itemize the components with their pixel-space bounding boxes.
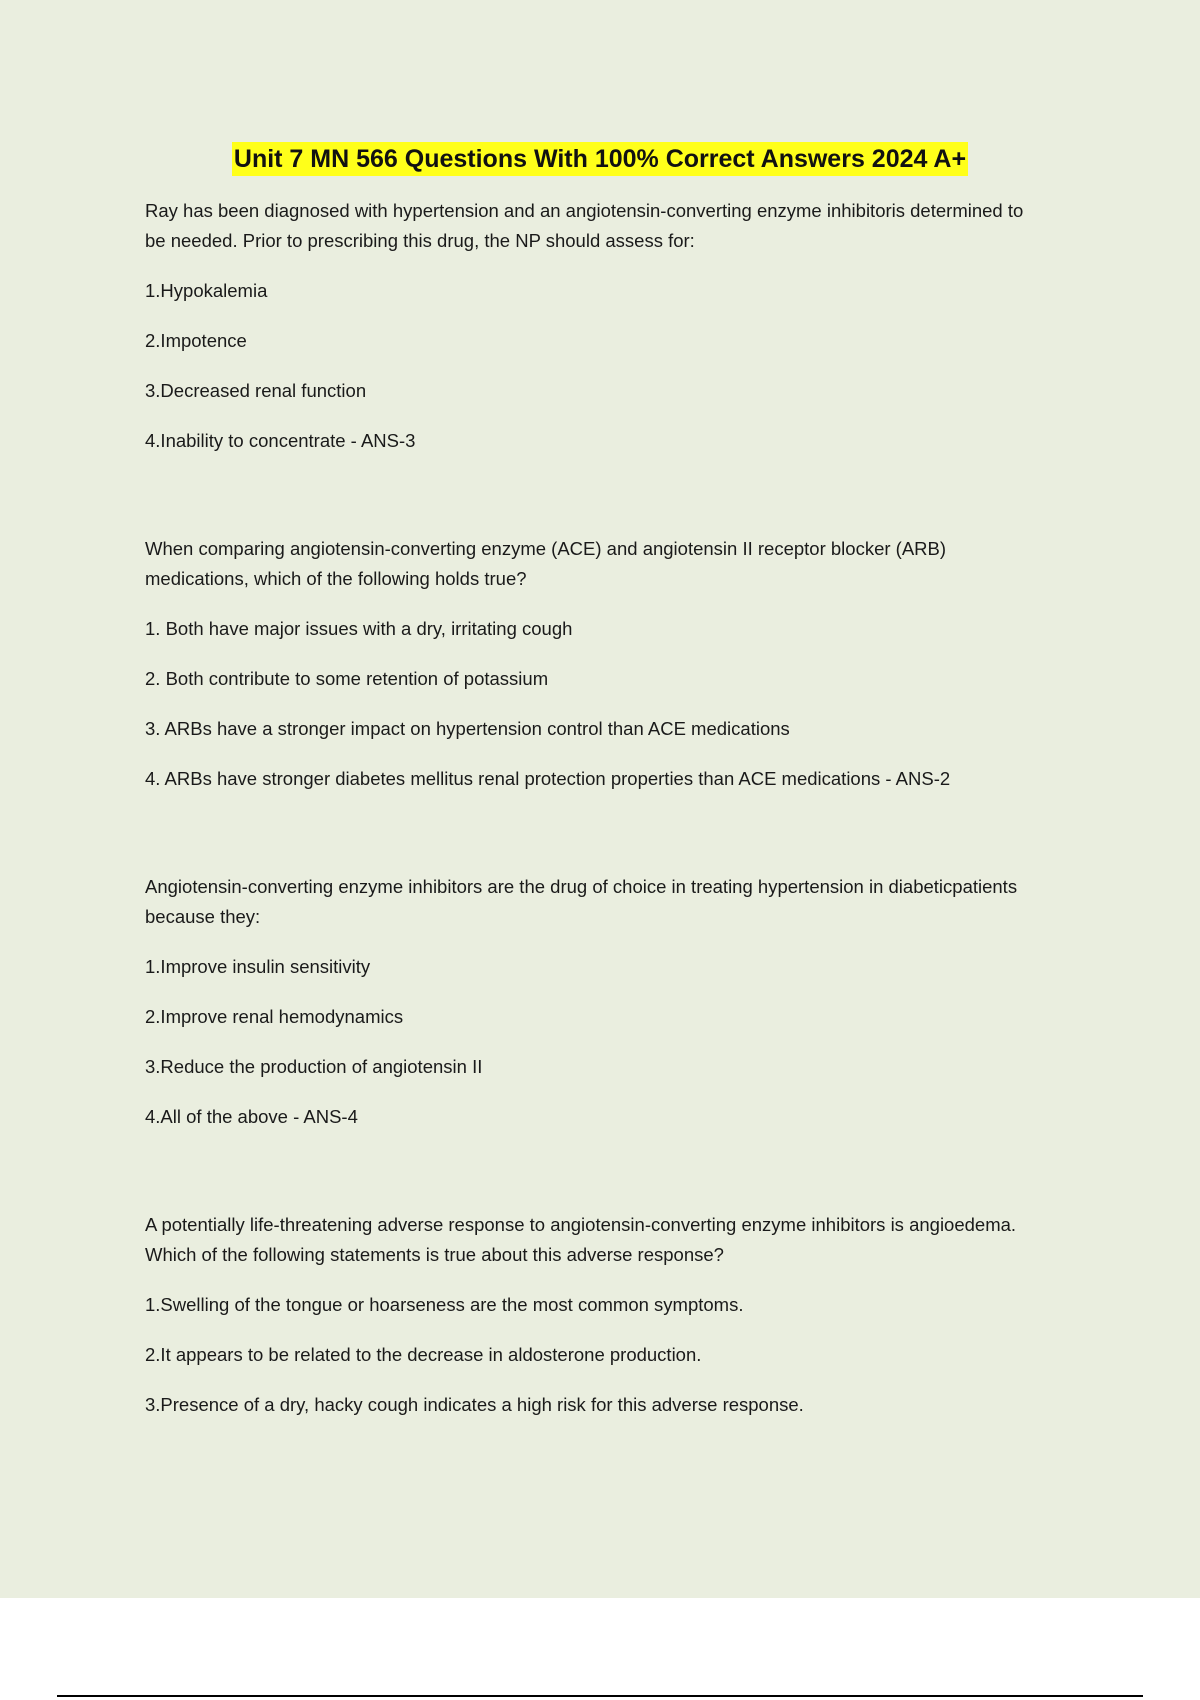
question-1 [145,196,1045,534]
question-text: Angiotensin-converting enzyme inhibitors are the drug of choice in treating hypertension in diabeticpatients because they: [145,876,1018,927]
question-text: Ray has been diagnosed with hypertension and an angiotensin-converting enzyme inhibitoris determined to be needed. Prior to prescribing this drug, the NP should assess for: [145,200,1024,251]
answer-option: 2. Both contribute to some retention of potassium [145,668,549,689]
question-text: When comparing angiotensin-converting enzyme (ACE) and angiotensin II receptor blocker (ARB) medications, which of the following holds true? [145,538,947,589]
answer-option: 3. ARBs have a stronger impact on hypertension control than ACE medications [145,718,790,739]
answer-option: 1.Swelling of the tongue or hoarseness are the most common symptoms. [145,1294,744,1315]
question-spacer [145,1152,1045,1210]
answer-option: 1.Hypokalemia [145,280,268,301]
question-spacer [145,814,1045,872]
footer-divider [57,1695,1143,1697]
question-4 [145,1210,1045,1420]
question-text: A potentially life-threatening adverse response to angiotensin-converting enzyme inhibitors is angioedema. Which of the following statements is true about this adverse response? [145,1214,1017,1265]
answer-option: 2.Improve renal hemodynamics [145,1006,404,1027]
answer-option: 2.It appears to be related to the decrease in aldosterone production. [145,1344,702,1365]
answer-option: 4. ARBs have stronger diabetes mellitus renal protection properties than ACE medications - ANS-2 [145,768,951,789]
answer-option: 3.Reduce the production of angiotensin II [145,1056,483,1077]
question-spacer [145,476,1045,534]
answer-option: 4.Inability to concentrate - ANS-3 [145,430,416,451]
answer-option: 3.Presence of a dry, hacky cough indicates a high risk for this adverse response. [145,1394,804,1415]
title-container [0,142,1200,176]
answer-option: 3.Decreased renal function [145,380,367,401]
answer-option: 4.All of the above - ANS-4 [145,1106,358,1127]
question-3 [145,872,1045,1210]
document-content [145,142,1045,1440]
answer-option: 1. Both have major issues with a dry, irritating cough [145,618,573,639]
document-title: Unit 7 MN 566 Questions With 100% Correct Answers 2024 A+ [232,142,968,176]
answer-option: 1.Improve insulin sensitivity [145,956,371,977]
answer-option: 2.Impotence [145,330,247,351]
question-2 [145,534,1045,872]
